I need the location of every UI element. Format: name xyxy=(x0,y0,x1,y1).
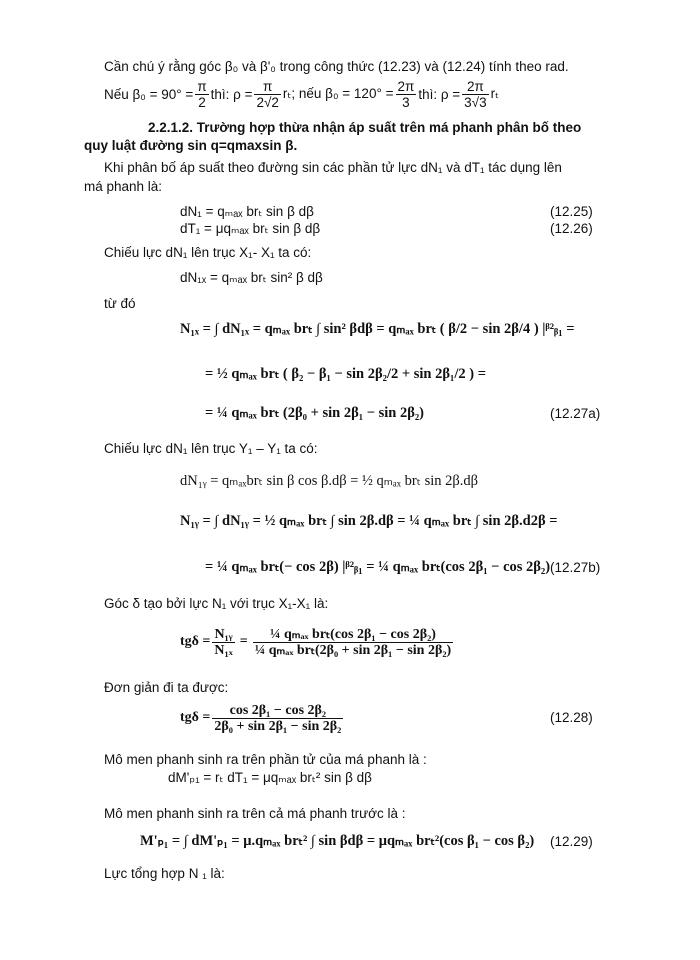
moment-total-expr: M'ₚ₁ = ∫ dM'ₚ₁ = μ.qₘₐₓ brₜ² ∫ sin βdβ = μqₘₐₓ brₜ²(cos β₁ − cos β₂) xyxy=(140,833,535,849)
proj-x-expr: dN₁ₓ = qₘₐₓ brₜ sin² β dβ xyxy=(180,270,323,285)
proj-y-expr-3: = ¼ qₘₐₓ brₜ(− cos 2β) |ᵝ²ᵦ₁ = ¼ qₘₐₓ brₜ(cos 2β₁ − cos 2β₂) xyxy=(205,559,551,575)
intro-text-e: rₜ xyxy=(490,86,500,101)
resultant-text: Lực tổng hợp N ₁ là: xyxy=(104,866,225,881)
intro-text-c: rₜ; nếu β₀ = 120° = xyxy=(282,86,394,101)
angle-ratio: $\frac{\text{N₁ᵧ}}{\text{N₁ₓ}}$ xyxy=(214,626,233,658)
proj-x-text: Chiếu lực dN₁ lên trục X₁- X₁ ta có: xyxy=(104,245,312,260)
intro-text-a: Nếu β₀ = 90° = xyxy=(104,86,194,102)
simplify-fraction: $\frac{\text{cos 2β₁ − cos 2β₂}}{\text{2β₀ + sin 2β₁ − sin 2β₂}}$ xyxy=(214,702,342,734)
moment-elem-text: Mô men phanh sinh ra trên phần tử của má phanh là : xyxy=(104,752,427,767)
tu-do-text: từ đó xyxy=(104,296,136,311)
eq-12-27a-line-2: = ½ qₘₐₓ brₜ ( β₂ − β₁ − sin 2β₂/2 + sin 2β₁/2 ) = xyxy=(205,366,486,382)
proj-y-text: Chiếu lực dN₁ lên trục Y₁ – Y₁ ta có: xyxy=(104,441,318,456)
angle-big-fraction: $\frac{\text{¼ qₘₐₓ brₜ(cos 2β₁ − cos 2β₂)}}{\text{¼ qₘₐₓ brₜ(2β₀ + sin 2β₁ − sin 2β₂)}}$ xyxy=(254,626,452,658)
eq-12-28-ref: (12.28) xyxy=(550,710,593,725)
eq-12-26-ref: (12.26) xyxy=(550,221,593,236)
eq-12-27a-line-3: = ¼ qₘₐₓ brₜ (2β₀ + sin 2β₁ − sin 2β₂) xyxy=(205,405,425,421)
eq-12-25: dN₁ = qₘₐₓ brₜ sin β dβ xyxy=(180,204,314,219)
eq-12-27a-ref: (12.27a) xyxy=(550,406,601,421)
intro-text-b: thì: ρ = xyxy=(210,86,253,102)
fraction-pi-2: $\frac{\pi}{2}$ xyxy=(197,78,207,110)
moment-elem-expr: dM'ₚ₁ = rₜ dT₁ = μqₘₐₓ brₜ² sin β dβ xyxy=(168,770,372,785)
proj-y-expr-2: N₁ᵧ = ∫ dN₁ᵧ = ½ qₘₐₓ brₜ ∫ sin 2β.dβ = ¼ qₘₐₓ brₜ ∫ sin 2β.d2β = xyxy=(180,513,558,529)
fraction-2pi-3root3: $\frac{2\pi}{3√3}$ xyxy=(464,78,487,110)
fraction-2pi-3: $\frac{2\pi}{3}$ xyxy=(397,78,415,110)
intro-text-d: thì: ρ = xyxy=(418,86,461,102)
proj-y-expr-1: dN₁ᵧ = qₘₐₓbrₜ sin β cos β.dβ = ½ qₘₐₓ brₜ sin 2β.dβ xyxy=(180,473,479,489)
para1-line-1: Khi phân bố áp suất theo đường sin các phần tử lực dN₁ và dT₁ tác dụng lên xyxy=(104,160,562,175)
angle-formula: tgδ = $\frac{\text{N₁ᵧ}}{\text{N₁ₓ}}$ = $\frac{\text{¼ qₘₐₓ brₜ(cos 2β₁ − cos 2β₂)}}{\text{¼ qₘₐₓ brₜ(2β₀ + sin 2β₁ − sin 2β₂)}}$ xyxy=(180,626,452,658)
eq-12-25-ref: (12.25) xyxy=(550,204,593,219)
eq-12-27a-line-1: N₁ₓ = ∫ dN₁ₓ = qₘₐₓ brₜ ∫ sin² βdβ = qₘₐₓ brₜ ( β/2 − sin 2β/4 ) |ᵝ²ᵦ₁ = xyxy=(180,321,575,337)
intro-line-2 xyxy=(104,76,499,112)
angle-lhs: tgδ = xyxy=(180,634,211,649)
simplify-lhs: tgδ = xyxy=(180,710,211,725)
para1-line-2: má phanh là: xyxy=(84,179,163,194)
eq-12-29-ref: (12.29) xyxy=(550,834,593,849)
angle-text: Góc δ tạo bởi lực N₁ với trục X₁-X₁ là: xyxy=(104,596,329,611)
eq-12-27b-ref: (12.27b) xyxy=(550,560,601,575)
eq-12-26: dT₁ = μqₘₐₓ brₜ sin β dβ xyxy=(180,221,321,236)
simplify-formula xyxy=(180,698,345,738)
simplify-text: Đơn giản đi ta được: xyxy=(104,680,229,695)
moment-total-text: Mô men phanh sinh ra trên cả má phanh trước là : xyxy=(104,806,406,821)
section-heading-line-1: 2.2.1.2. Trường hợp thừa nhận áp suất trên má phanh phân bố theo xyxy=(148,120,582,135)
fraction-pi-2root2: $\frac{\pi}{2√2}$ xyxy=(256,78,279,110)
section-heading-line-2: quy luật đường sin q=qmaxsin β. xyxy=(84,138,298,153)
intro-line-1: Cần chú ý rằng góc β₀ và β'₀ trong công thức (12.23) và (12.24) tính theo rad. xyxy=(104,59,569,74)
